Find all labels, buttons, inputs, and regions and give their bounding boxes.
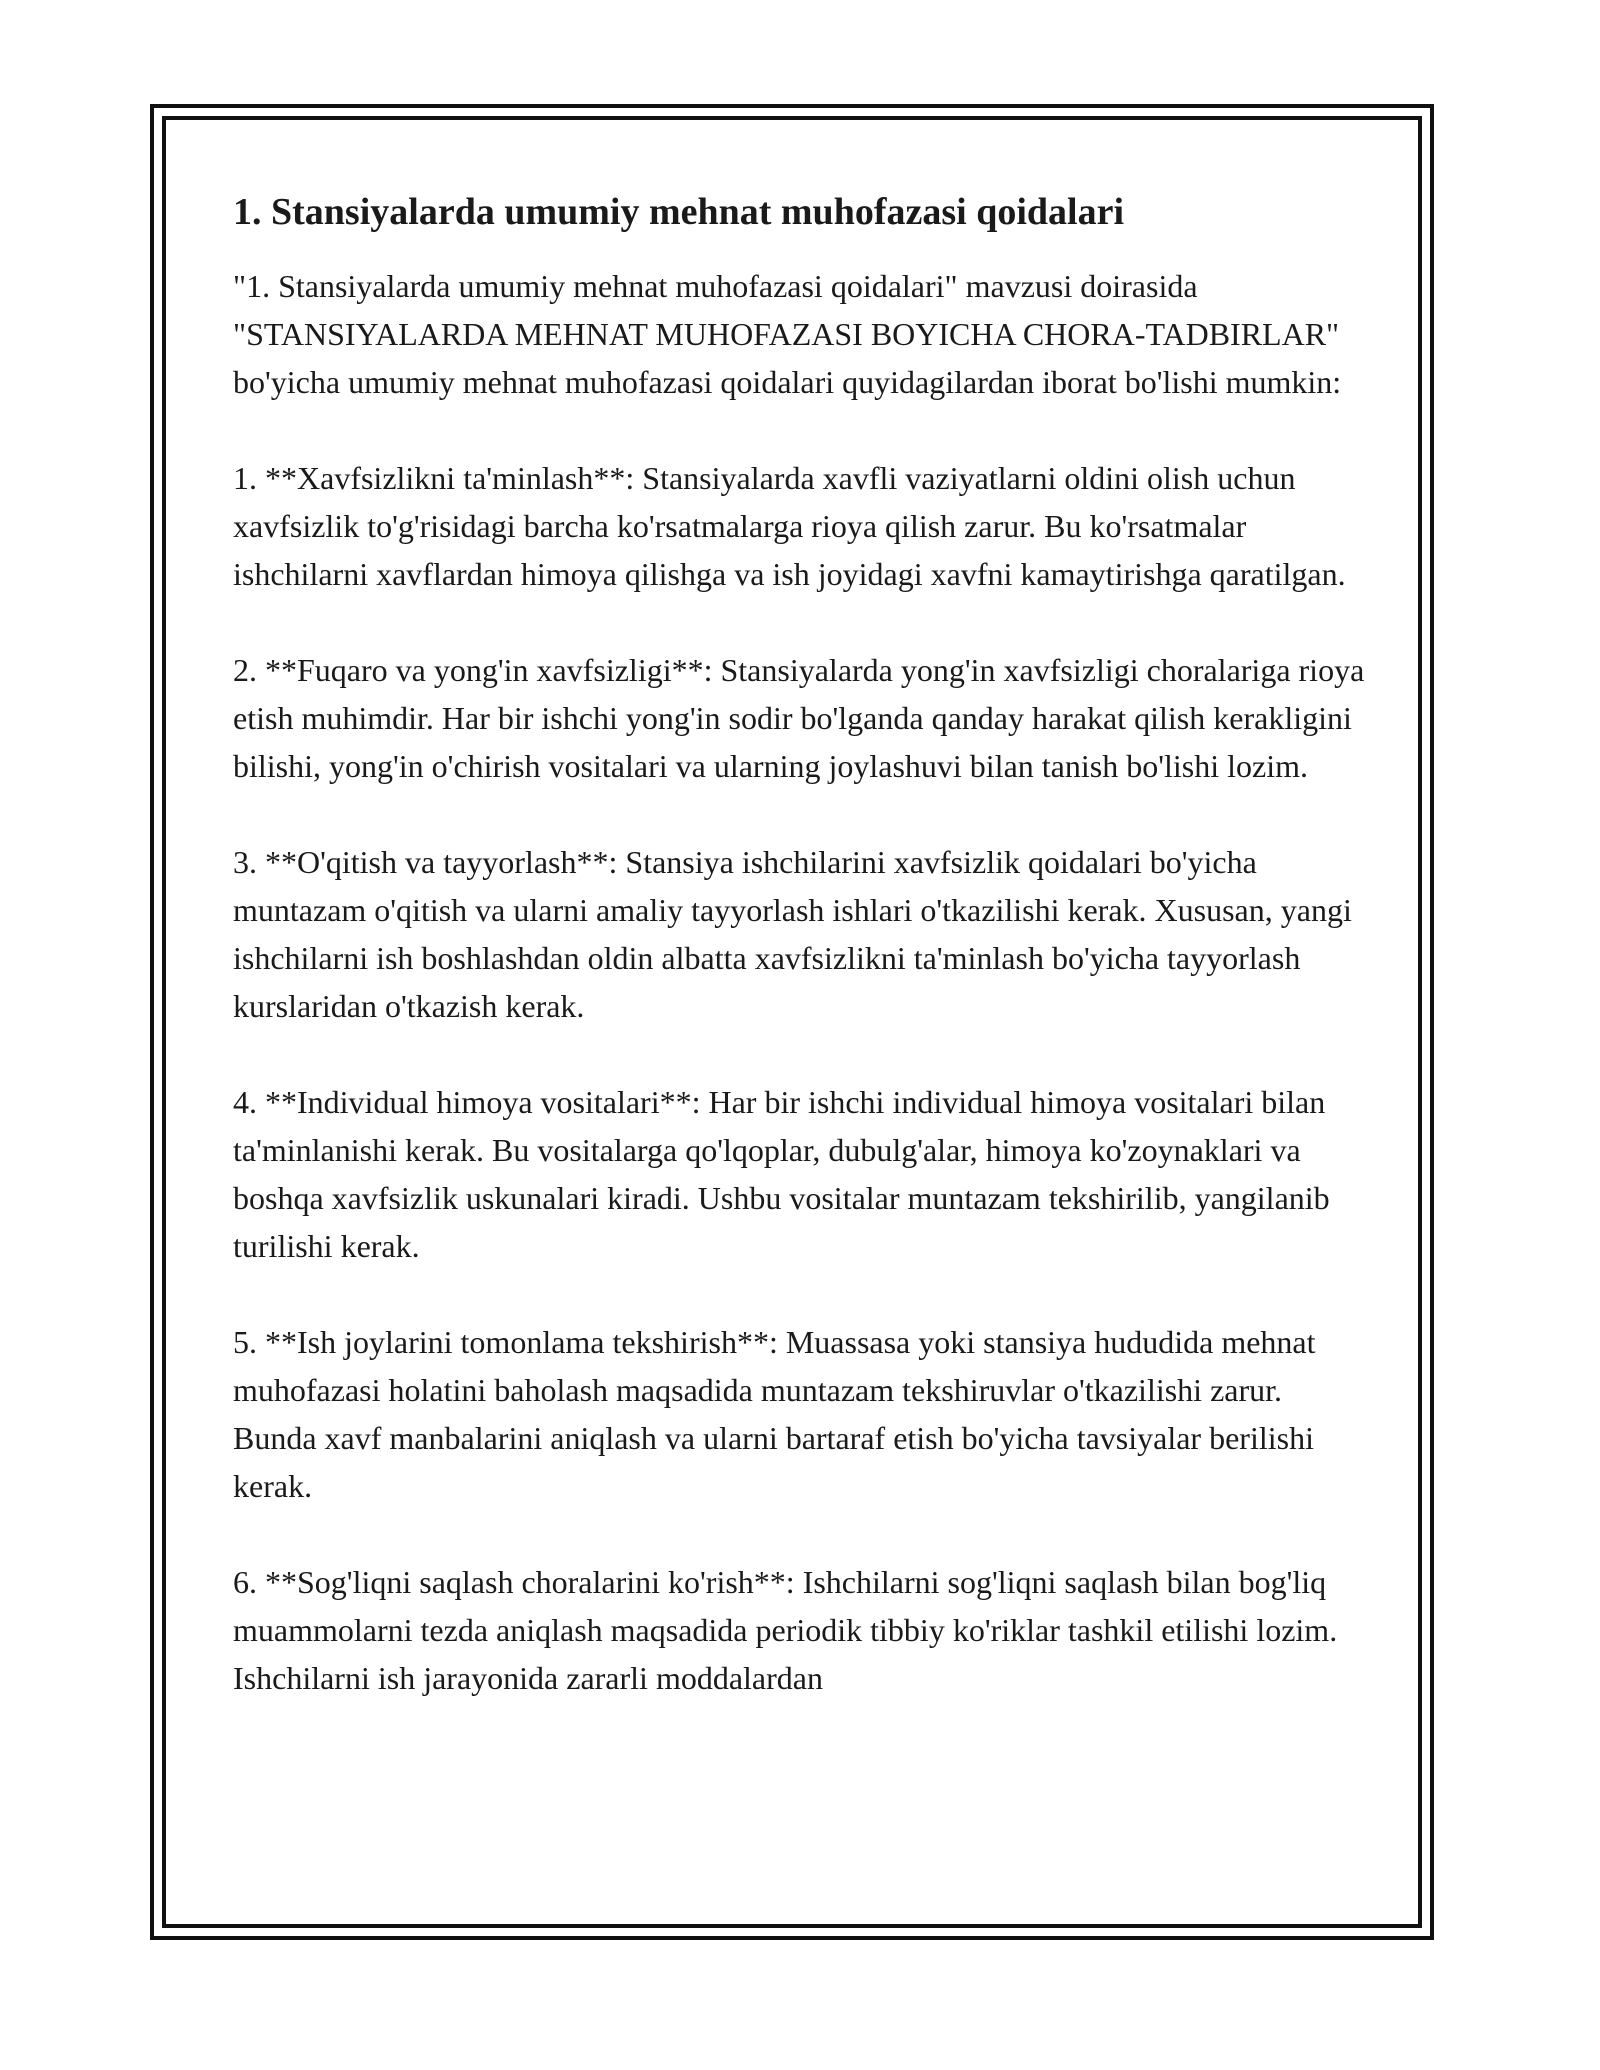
paragraph-item-2: 2. **Fuqaro va yong'in xavfsizligi**: Stansiyalarda yong'in xavfsizligi choralariga rioya etish muhimdir. Har bir ishchi yong'in sodir bo'lganda qanday harakat qilish kerakligini bilishi, yong'in o'chirish vositalari va ularning joylashuvi bilan tanish bo'lishi lozim.: [233, 652, 1365, 784]
intro-paragraph: "1. Stansiyalarda umumiy mehnat muhofazasi qoidalari" mavzusi doirasida "STANSIYALARDA MEHNAT MUHOFAZASI BOYICHA CHORA-TADBIRLAR" bo'yicha umumiy mehnat muhofazasi qoidalari quyidagilardan iborat bo'lishi mumkin:: [233, 268, 1342, 400]
paragraph-item-3: 3. **O'qitish va tayyorlash**: Stansiya ishchilarini xavfsizlik qoidalari bo'yicha muntazam o'qitish va ularni amaliy tayyorlash ishlari o'tkazilishi kerak. Xususan, yangi ishchilarni ish boshlashdan oldin albatta xavfsizlikni ta'minlash bo'yicha tayyorlash kurslaridan o'tkazish kerak.: [233, 844, 1352, 1024]
page-title: 1. Stansiyalarda umumiy mehnat muhofazasi qoidalari: [233, 191, 1124, 233]
paragraph-item-1: 1. **Xavfsizlikni ta'minlash**: Stansiyalarda xavfli vaziyatlarni oldini olish uchun xavfsizlik to'g'risidagi barcha ko'rsatmalarga rioya qilish zarur. Bu ko'rsatmalar ishchilarni xavflardan himoya qilishga va ish joyidagi xavfni kamaytirishga qaratilgan.: [233, 460, 1346, 592]
document-body: [233, 186, 1373, 1702]
paragraph-item-5: 5. **Ish joylarini tomonlama tekshirish**: Muassasa yoki stansiya hududida mehnat muhofazasi holatini baholash maqsadida muntazam tekshiruvlar o'tkazilishi zarur. Bunda xavf manbalarini aniqlash va ularni bartaraf etish bo'yicha tavsiyalar berilishi kerak.: [233, 1324, 1316, 1504]
paragraph-item-4: 4. **Individual himoya vositalari**: Har bir ishchi individual himoya vositalari bilan ta'minlanishi kerak. Bu vositalarga qo'lqoplar, dubulg'alar, himoya ko'zoynaklari va boshqa xavfsizlik uskunalari kiradi. Ushbu vositalar muntazam tekshirilib, yangilanib turilishi kerak.: [233, 1084, 1330, 1264]
paragraph-item-6: 6. **Sog'liqni saqlash choralarini ko'rish**: Ishchilarni sog'liqni saqlash bilan bog'liq muammolarni tezda aniqlash maqsadida periodik tibbiy ko'riklar tashkil etilishi lozim. Ishchilarni ish jarayonida zararli moddalardan: [233, 1564, 1338, 1696]
